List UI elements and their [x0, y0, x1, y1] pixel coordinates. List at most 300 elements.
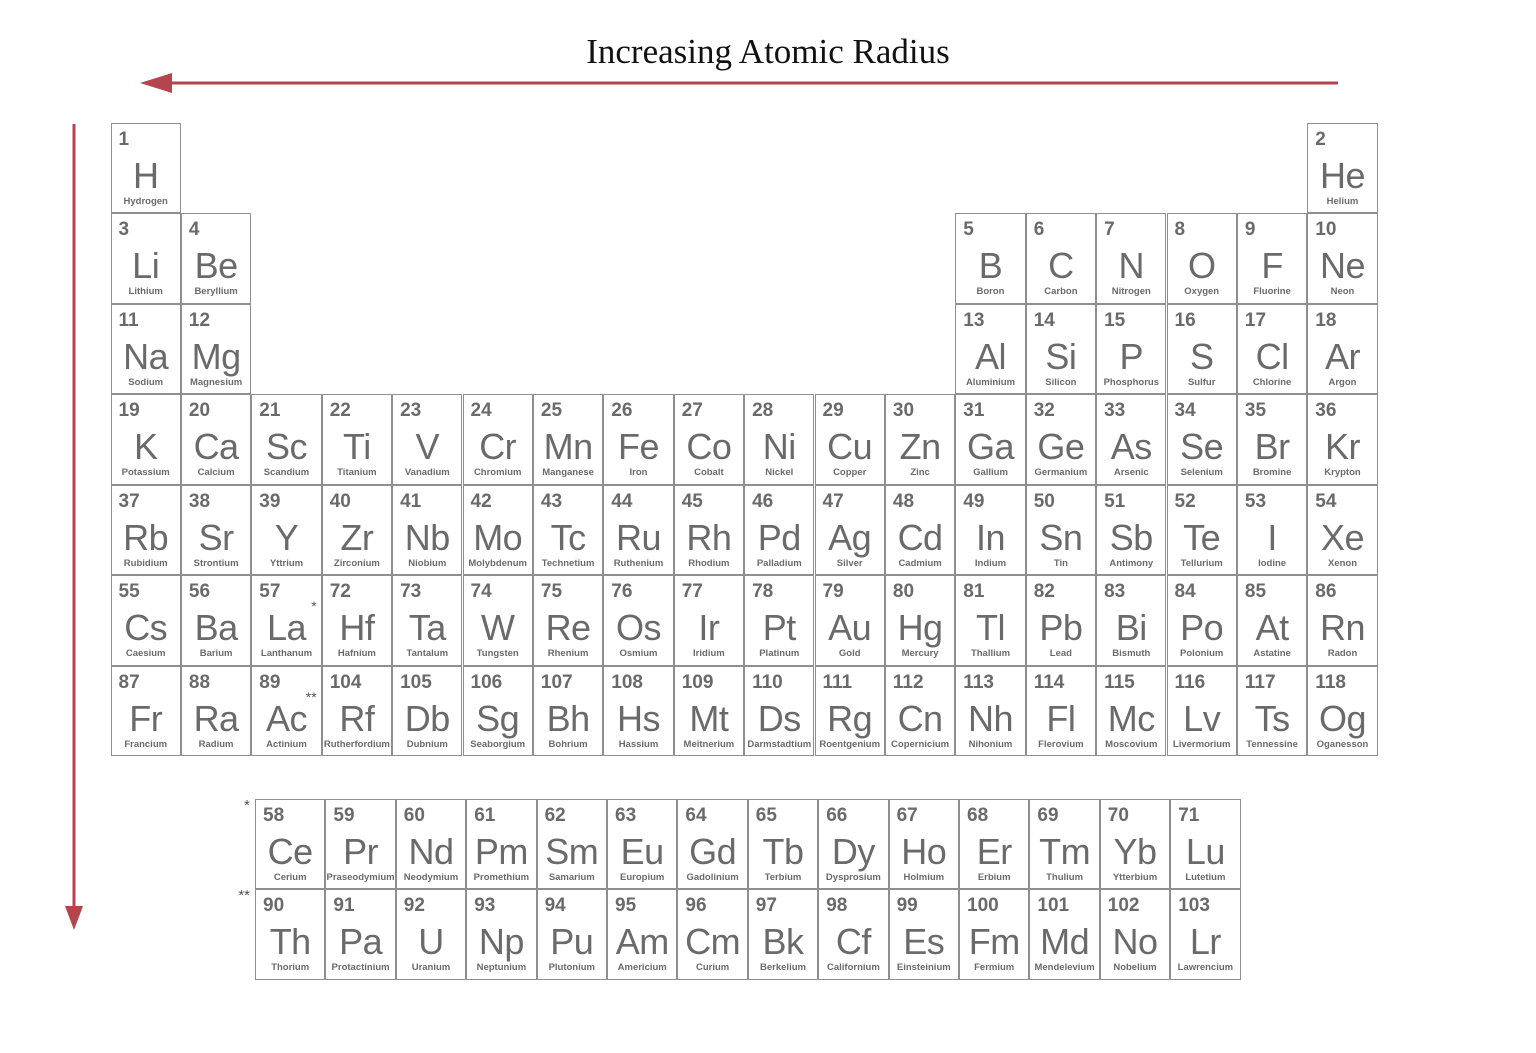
element-cell-b — [955, 213, 1025, 304]
element-name: Copper — [833, 467, 867, 478]
element-name: Zirconium — [333, 557, 380, 569]
element-cell-f — [1237, 213, 1307, 304]
element-name: Barium — [199, 648, 233, 659]
element-symbol: Fr — [129, 697, 163, 739]
atomic-number: 21 — [259, 400, 281, 421]
element-name: Gadolinium — [686, 871, 739, 883]
element-cell-rg — [815, 666, 885, 757]
element-cell-fr — [111, 666, 181, 757]
element-symbol: Mt — [689, 697, 729, 739]
element-cell-li — [111, 213, 181, 304]
element-cell-fe — [603, 394, 673, 485]
element-cell-sg — [463, 666, 533, 757]
atomic-number: 33 — [1104, 400, 1126, 421]
atomic-number: 78 — [752, 581, 774, 602]
element-cell-k — [111, 394, 181, 485]
atomic-number: 4 — [188, 219, 200, 240]
element-cell-tl — [955, 575, 1025, 666]
element-symbol: Ca — [193, 426, 239, 467]
element-symbol: Pt — [762, 607, 796, 648]
element-symbol: Cr — [479, 426, 517, 467]
element-symbol: B — [978, 245, 1003, 286]
element-symbol: C — [1048, 245, 1074, 286]
atomic-number: 92 — [403, 895, 425, 916]
element-cell-pr — [325, 799, 395, 890]
element-symbol: Ga — [966, 426, 1014, 467]
element-name: Chromium — [473, 467, 522, 478]
atomic-number: 40 — [329, 490, 351, 512]
element-symbol: P — [1119, 335, 1144, 377]
element-symbol: Ar — [1324, 335, 1360, 377]
element-name: Silicon — [1045, 376, 1077, 388]
element-name: Neptunium — [476, 962, 527, 973]
atomic-number: 61 — [474, 804, 496, 826]
element-name: Mercury — [901, 648, 939, 659]
atomic-number: 57 — [259, 581, 281, 602]
element-symbol: Es — [903, 921, 945, 962]
atomic-number: 45 — [681, 490, 703, 512]
element-name: Scandium — [263, 467, 310, 478]
element-symbol: Mn — [543, 426, 593, 467]
element-cell-br — [1237, 394, 1307, 485]
element-cell-tm — [1029, 799, 1099, 890]
element-cell-ti — [322, 394, 392, 485]
element-name: Meitnerium — [683, 738, 735, 750]
lanthanide-row-marker: * — [244, 797, 250, 814]
element-name: Indium — [974, 557, 1007, 569]
element-symbol: Kr — [1324, 426, 1360, 467]
element-symbol: Hs — [616, 697, 660, 739]
atomic-number: 31 — [963, 400, 985, 421]
element-symbol: Rb — [123, 516, 169, 558]
atomic-number: 95 — [615, 895, 637, 916]
atomic-number: 62 — [544, 804, 566, 826]
element-cell-cr — [463, 394, 533, 485]
atomic-number: 9 — [1244, 219, 1256, 240]
atomic-number: 86 — [1315, 581, 1337, 602]
element-cell-kr — [1307, 394, 1377, 485]
atomic-number: 77 — [681, 581, 703, 602]
element-symbol: Rn — [1319, 607, 1365, 648]
atomic-number: 19 — [118, 400, 140, 421]
element-name: Ytterbium — [1112, 871, 1158, 883]
element-cell-os — [603, 575, 673, 666]
element-cell-pm — [466, 799, 536, 890]
element-symbol: Lu — [1185, 830, 1225, 872]
atomic-number: 83 — [1104, 581, 1126, 602]
diagram-title: Increasing Atomic Radius — [586, 32, 950, 71]
element-symbol: Nh — [967, 697, 1013, 739]
element-name: Bromine — [1252, 467, 1292, 478]
element-name: Carbon — [1044, 286, 1078, 297]
element-symbol: U — [418, 921, 444, 962]
element-symbol: Nd — [408, 830, 454, 872]
element-name: Actinium — [266, 738, 307, 750]
element-cell-am — [607, 889, 677, 980]
atomic-number: 35 — [1244, 400, 1267, 421]
atomic-number: 7 — [1104, 219, 1115, 240]
atomic-number: 110 — [752, 671, 783, 693]
element-symbol: Rf — [339, 697, 375, 739]
atomic-number: 34 — [1174, 400, 1196, 421]
atomic-number: 3 — [118, 219, 130, 240]
element-symbol: Er — [976, 830, 1012, 872]
element-symbol: Tb — [762, 830, 804, 872]
atomic-number: 44 — [611, 490, 633, 512]
element-cell-nd — [396, 799, 466, 890]
element-symbol: Cn — [897, 697, 943, 739]
element-name: Phosphorus — [1103, 376, 1159, 388]
atomic-number: 117 — [1244, 671, 1276, 693]
element-symbol: Hf — [339, 607, 375, 648]
element-cell-no — [1100, 889, 1170, 980]
element-symbol: Ho — [901, 830, 947, 872]
element-cell-u — [396, 889, 466, 980]
element-name: Hydrogen — [123, 195, 168, 207]
element-cell-mo — [463, 485, 533, 576]
atomic-number: 96 — [685, 895, 707, 916]
atomic-number: 98 — [826, 895, 848, 916]
element-name: Gold — [838, 648, 861, 659]
element-name: Yttrium — [269, 557, 304, 569]
element-cell-bi — [1096, 575, 1166, 666]
element-cell-hs — [603, 666, 673, 757]
atomic-number: 68 — [967, 804, 989, 826]
element-name: Mendelevium — [1034, 962, 1095, 973]
element-cell-pt — [744, 575, 814, 666]
element-symbol: Yb — [1113, 830, 1157, 872]
element-symbol: Lr — [1189, 921, 1221, 962]
element-cell-zr — [322, 485, 392, 576]
element-symbol: Be — [194, 245, 238, 286]
element-symbol: No — [1112, 921, 1158, 962]
element-cell-ru — [603, 485, 673, 576]
atomic-number: 70 — [1107, 804, 1129, 826]
element-name: Francium — [124, 738, 168, 750]
atomic-number: 11 — [118, 309, 139, 331]
atomic-number: 6 — [1033, 219, 1045, 240]
element-cell-mn — [533, 394, 603, 485]
element-name: Arsenic — [1113, 467, 1149, 478]
element-cell-pa — [325, 889, 395, 980]
element-symbol: Np — [478, 921, 524, 962]
atomic-number: 65 — [755, 804, 777, 826]
element-symbol: Gd — [689, 830, 737, 872]
element-symbol: Cf — [835, 921, 871, 962]
atomic-number: 93 — [474, 895, 496, 916]
element-symbol: Ts — [1254, 697, 1290, 739]
atomic-number: 60 — [403, 804, 425, 826]
atomic-number: 69 — [1037, 804, 1059, 826]
element-name: Europium — [620, 871, 665, 883]
element-name: Vanadium — [404, 467, 450, 478]
atomic-number: 13 — [963, 309, 985, 331]
element-cell-fl — [1026, 666, 1096, 757]
element-name: Copernicium — [891, 738, 950, 750]
element-name: Titanium — [337, 467, 377, 478]
element-name: Technetium — [541, 557, 595, 569]
element-cell-cu — [815, 394, 885, 485]
element-name: Selenium — [1180, 467, 1223, 478]
element-name: Gallium — [973, 467, 1008, 478]
element-symbol: Mc — [1107, 697, 1155, 739]
element-name: Lithium — [128, 286, 163, 297]
element-symbol: Pa — [339, 921, 383, 962]
element-symbol: Au — [828, 607, 872, 648]
atomic-number: 109 — [681, 671, 714, 693]
atomic-number: 1 — [118, 128, 130, 150]
element-symbol: Ni — [762, 426, 796, 467]
element-cell-dy — [818, 799, 888, 890]
atomic-number: 52 — [1174, 490, 1196, 512]
element-cell-ar — [1307, 304, 1377, 395]
atomic-number: 79 — [822, 581, 844, 602]
element-name: Neodymium — [403, 871, 459, 883]
element-name: Dubnium — [406, 738, 448, 750]
element-cell-sn — [1026, 485, 1096, 576]
element-cell-cm — [677, 889, 747, 980]
element-name: Nobelium — [1113, 962, 1157, 973]
element-cell-er — [959, 799, 1029, 890]
element-symbol: Nb — [404, 516, 450, 558]
element-symbol: Cd — [897, 516, 943, 558]
element-cell-ag — [815, 485, 885, 576]
element-symbol: Ir — [698, 607, 720, 648]
element-name: Rhenium — [547, 648, 589, 659]
element-cell-ba — [181, 575, 251, 666]
element-symbol: Si — [1045, 335, 1077, 377]
atomic-number: 112 — [892, 671, 924, 693]
element-cell-bk — [748, 889, 818, 980]
atomic-number: 23 — [400, 400, 422, 421]
element-symbol: Ra — [193, 697, 239, 739]
element-name: Tin — [1053, 557, 1068, 569]
element-cell-in — [955, 485, 1025, 576]
element-symbol: Lv — [1183, 697, 1221, 739]
atomic-number: 50 — [1033, 490, 1055, 512]
atomic-number: 113 — [963, 671, 994, 693]
element-name: Thallium — [970, 648, 1011, 659]
element-symbol: I — [1267, 516, 1277, 558]
element-cell-yb — [1100, 799, 1170, 890]
atomic-number: 5 — [963, 219, 974, 240]
element-name: Tungsten — [476, 648, 519, 659]
element-symbol: Fl — [1046, 697, 1076, 739]
element-symbol: Pm — [474, 830, 528, 872]
element-cell-cn — [885, 666, 955, 757]
element-name: Germanium — [1034, 467, 1088, 478]
element-symbol: Pr — [343, 830, 379, 872]
element-cell-sb — [1096, 485, 1166, 576]
element-cell-na — [111, 304, 181, 395]
atomic-number: 75 — [540, 581, 563, 602]
element-symbol: V — [415, 426, 440, 467]
element-cell-ca — [181, 394, 251, 485]
element-symbol: He — [1319, 154, 1365, 196]
element-symbol: Pb — [1039, 607, 1083, 648]
element-cell-al — [955, 304, 1025, 395]
element-symbol: Am — [615, 921, 669, 962]
element-name: Caesium — [125, 648, 166, 659]
element-symbol: Zr — [340, 516, 374, 558]
atomic-number: 63 — [615, 804, 637, 826]
atomic-number: 38 — [188, 490, 211, 512]
element-cell-c — [1026, 213, 1096, 304]
atomic-number: 101 — [1037, 895, 1070, 916]
element-name: Sulfur — [1187, 376, 1216, 388]
element-cell-gd — [677, 799, 747, 890]
element-name: Helium — [1326, 195, 1359, 207]
element-symbol: Hg — [897, 607, 943, 648]
element-symbol: Th — [269, 921, 311, 962]
element-name: Radon — [1327, 648, 1358, 659]
element-name: Bismuth — [1112, 648, 1151, 659]
element-symbol: O — [1187, 245, 1216, 286]
element-symbol: Zn — [899, 426, 941, 467]
element-symbol: Mo — [473, 516, 523, 558]
element-name: Rutherfordium — [323, 738, 390, 750]
atomic-number: 51 — [1104, 490, 1126, 512]
element-cell-hf — [322, 575, 392, 666]
atomic-number: 72 — [329, 581, 351, 602]
element-symbol: Ag — [828, 516, 872, 558]
element-cell-ds — [744, 666, 814, 757]
element-symbol: Bi — [1115, 607, 1147, 648]
element-cell-rn — [1307, 575, 1377, 666]
atomic-number: 24 — [470, 400, 492, 421]
atomic-number: 17 — [1244, 309, 1267, 331]
element-name: Tellurium — [1180, 557, 1223, 569]
element-cell-es — [889, 889, 959, 980]
element-cell-p — [1096, 304, 1166, 395]
atomic-number: 55 — [118, 581, 140, 602]
element-cell-fm — [959, 889, 1029, 980]
element-cell-au — [815, 575, 885, 666]
atomic-number: 20 — [188, 400, 211, 421]
element-name: Antimony — [1109, 557, 1154, 569]
atomic-number: 115 — [1104, 671, 1135, 693]
atomic-number: 87 — [118, 671, 140, 693]
element-symbol: Rg — [827, 697, 873, 739]
element-symbol: Y — [274, 516, 299, 558]
element-cell-rh — [674, 485, 744, 576]
element-name: Plutonium — [548, 962, 596, 973]
element-cell-sm — [537, 799, 607, 890]
element-name: Chlorine — [1252, 376, 1292, 388]
element-name: Uranium — [411, 962, 451, 973]
element-name: Strontium — [193, 557, 239, 569]
element-cell-be — [181, 213, 251, 304]
element-name: Iridium — [693, 648, 725, 659]
atomic-number: 91 — [333, 895, 355, 916]
element-symbol: As — [1110, 426, 1152, 467]
horizontal-arrow-head — [140, 73, 172, 93]
element-symbol: Ti — [343, 426, 371, 467]
element-symbol: Sb — [1109, 516, 1153, 558]
atomic-number: 94 — [544, 895, 566, 916]
element-cell-md — [1029, 889, 1099, 980]
atomic-number: 90 — [263, 895, 285, 916]
element-cell-sc — [251, 394, 321, 485]
element-name: Magnesium — [189, 376, 243, 388]
element-name: Samarium — [548, 871, 595, 883]
element-cell-ts — [1237, 666, 1307, 757]
element-cell-ne — [1307, 213, 1377, 304]
element-symbol: Og — [1318, 697, 1366, 739]
atomic-number: 30 — [892, 400, 915, 421]
element-name: Aluminium — [965, 376, 1016, 388]
element-symbol: Na — [123, 335, 169, 377]
atomic-number: 111 — [822, 671, 853, 693]
series-marker: ** — [305, 688, 317, 705]
element-name: Nickel — [765, 467, 794, 478]
element-name: Sodium — [128, 376, 164, 388]
element-symbol: Ne — [1319, 245, 1365, 286]
atomic-number: 25 — [540, 400, 563, 421]
atomic-number: 102 — [1107, 895, 1140, 916]
element-cell-db — [392, 666, 462, 757]
element-name: Americium — [617, 962, 667, 973]
element-cell-nb — [392, 485, 462, 576]
element-name: Palladium — [756, 557, 802, 569]
element-name: Rubidium — [123, 557, 168, 569]
element-name: Lanthanum — [260, 648, 313, 659]
element-symbol: Sm — [545, 830, 599, 872]
atomic-number: 67 — [896, 804, 918, 826]
element-cell-mt — [674, 666, 744, 757]
element-symbol: Cm — [685, 921, 741, 962]
element-name: Curium — [695, 962, 730, 973]
element-symbol: Mg — [191, 335, 241, 377]
element-name: Hafnium — [337, 648, 376, 659]
element-name: Manganese — [542, 467, 594, 478]
element-cell-rf — [322, 666, 392, 757]
atomic-number: 10 — [1315, 219, 1337, 240]
atomic-number: 71 — [1178, 804, 1200, 826]
element-symbol: Ce — [267, 830, 313, 872]
element-name: Polonium — [1180, 648, 1224, 659]
atomic-number: 82 — [1033, 581, 1055, 602]
vertical-arrow-head — [65, 906, 83, 930]
atomic-number: 41 — [400, 490, 422, 512]
element-name: Lutetium — [1185, 871, 1226, 883]
element-symbol: W — [480, 607, 515, 648]
element-cell-lv — [1167, 666, 1237, 757]
atomic-number: 100 — [967, 895, 999, 916]
element-cell-cl — [1237, 304, 1307, 395]
element-symbol: Bh — [546, 697, 590, 739]
element-cell-ac — [251, 666, 321, 757]
element-symbol: Cu — [827, 426, 873, 467]
element-cell-se — [1167, 394, 1237, 485]
element-name: Molybdenum — [468, 557, 527, 569]
element-cell-ni — [744, 394, 814, 485]
atomic-number: 46 — [752, 490, 774, 512]
element-cell-w — [463, 575, 533, 666]
atomic-number: 15 — [1104, 309, 1126, 331]
element-cell-re — [533, 575, 603, 666]
element-symbol: Bk — [762, 921, 804, 962]
element-symbol: Te — [1183, 516, 1221, 558]
element-name: Dysprosium — [825, 871, 881, 883]
element-symbol: Br — [1254, 426, 1290, 467]
atomic-number: 53 — [1244, 490, 1267, 512]
atomic-number: 85 — [1244, 581, 1267, 602]
element-name: Xenon — [1327, 557, 1357, 569]
atomic-number: 8 — [1174, 219, 1186, 240]
element-symbol: Cl — [1255, 335, 1289, 377]
element-symbol: Tl — [975, 607, 1005, 648]
